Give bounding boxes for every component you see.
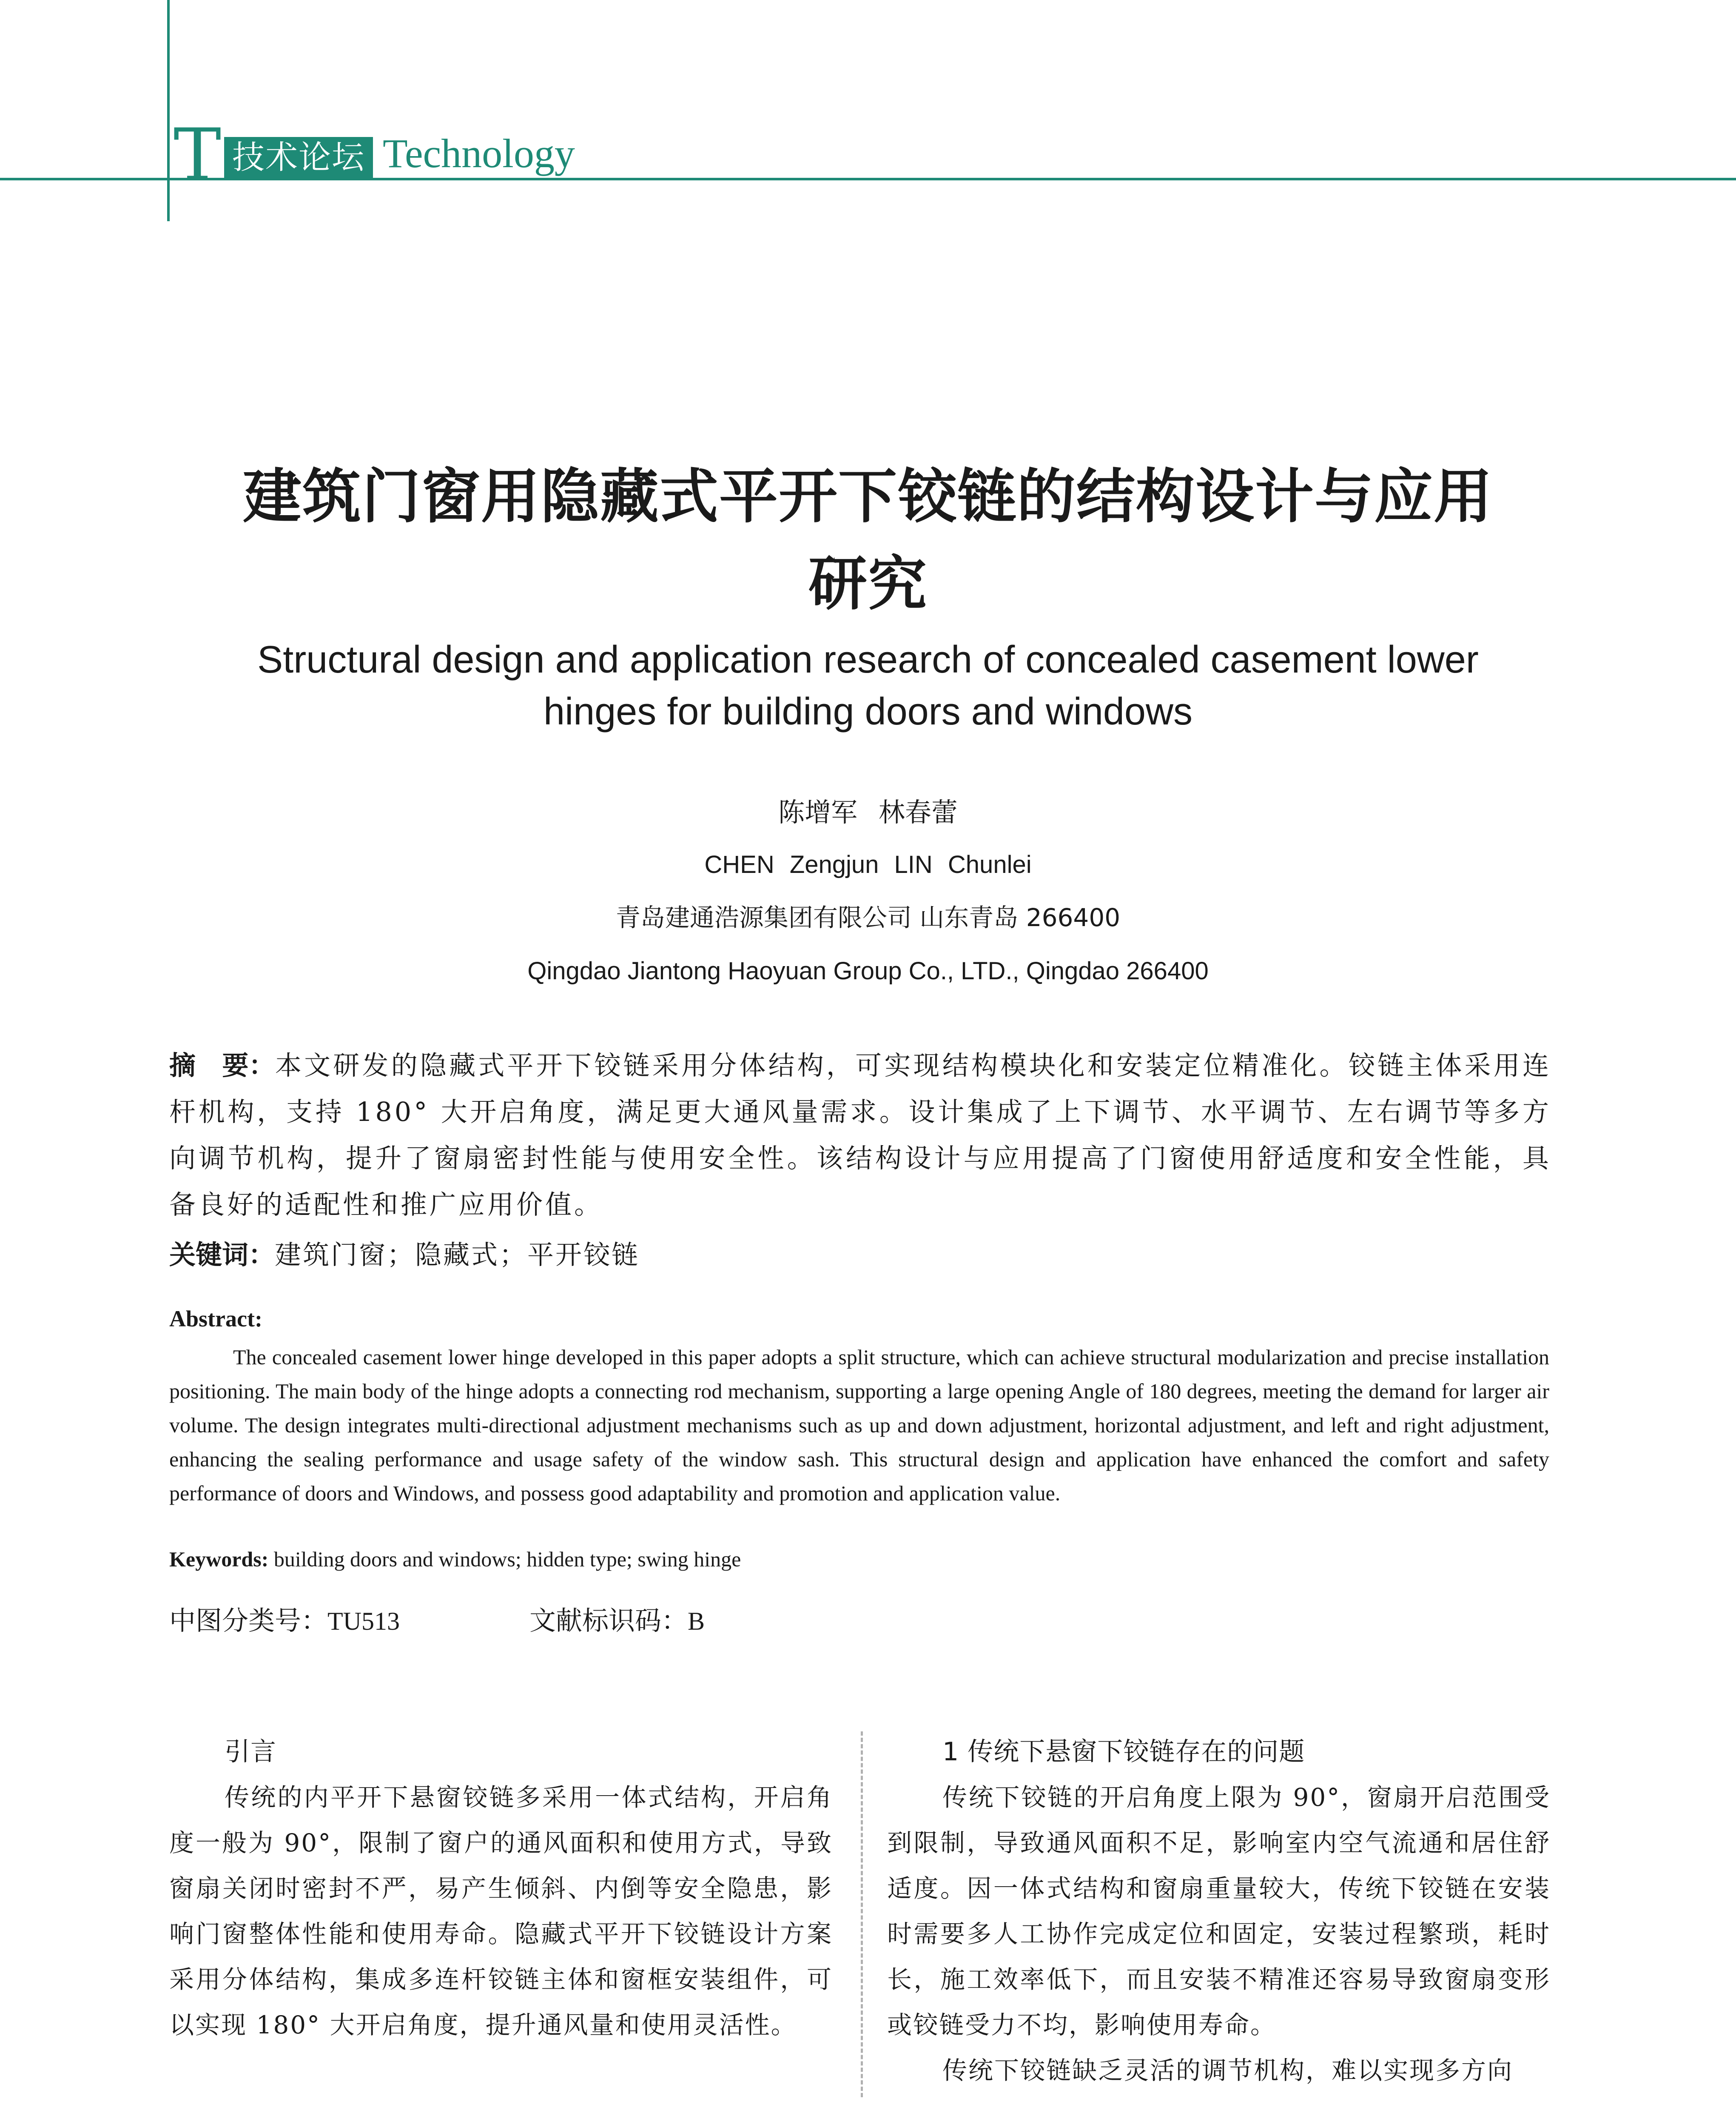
keywords-en-text: building doors and windows; hidden type; swing hinge <box>268 1547 741 1571</box>
body-paragraph: 传统下铰链缺乏灵活的调节机构，难以实现多方向 <box>942 2056 1514 2085</box>
title-en-line1: Structural design and application research of concealed casement lower <box>257 639 1479 681</box>
doc-code-value: B <box>688 1607 705 1635</box>
title-zh-line2: 研究 <box>808 550 928 618</box>
header-letter-logo: T <box>174 113 222 197</box>
abstract-en-text: The concealed casement lower hinge developed in this paper adopts a split structure, which can achieve structural modularization and precise installation positioning. The main body of the hinge adopts a connecting rod mechanism, supporting a large opening Angle of 180 degrees, meeting the demand for larger air volume. The design integrates multi-directional adjustment mechanisms such as up and down adjustment, horizontal adjustment, and left and right adjustment, enhancing the sealing performance and usage safety of the window sash. This structural design and application have enhanced the comfort and safety performance of doors and Windows, and possess good adaptability and promotion and application value. <box>169 1345 1549 1505</box>
body-column-right <box>887 1729 1551 2093</box>
clc-value: TU513 <box>327 1607 400 1635</box>
article-title-en <box>128 634 1608 738</box>
column-divider <box>861 1731 863 2097</box>
article-title-zh <box>128 453 1608 627</box>
affiliation-zh: 青岛建通浩源集团有限公司 山东青岛 266400 <box>615 903 1121 932</box>
abstract-zh <box>169 1042 1551 1228</box>
section-heading-1: 1 传统下悬窗下铰链存在的问题 <box>942 1737 1305 1767</box>
section-tag-zh: 技术论坛 <box>224 137 373 178</box>
doc-code-label: 文献标识码： <box>529 1605 688 1636</box>
clc-label: 中图分类号： <box>169 1605 328 1636</box>
body-paragraph: 传统的内平开下悬窗铰链多采用一体式结构，开启角度一般为 90°，限制了窗户的通风面积和使用方式，导致窗扇关闭时密封不严，易产生倾斜、内倒等安全隐患，影响门窗整体性能和使用寿命。隐藏式平开下铰链设计方案采用分体结构，集成多连杆铰链主体和窗框安装组件，可以实现 180° 大开启角度，提升通风量和使用灵活性。 <box>169 1783 833 2039</box>
document-code <box>529 1602 705 1640</box>
abstract-zh-label: 摘 要： <box>169 1050 275 1081</box>
body-paragraph: 传统下铰链的开启角度上限为 90°，窗扇开启范围受到限制，导致通风面积不足，影响室内空气流通和居住舒适度。因一体式结构和窗扇重量较大，传统下铰链在安装时需要多人工协作完成定位和固定，安装过程繁琐，耗时长，施工效率低下，而且安装不精准还容易导致窗扇变形或铰链受力不均，影响使用寿命。 <box>887 1783 1551 2039</box>
authors-en: CHEN Zengjun LIN Chunlei <box>704 851 1032 878</box>
section-tag-en: Technology <box>383 131 575 176</box>
section-heading-introduction: 引言 <box>225 1737 276 1767</box>
keywords-zh-text: 建筑门窗；隐藏式；平开铰链 <box>275 1239 640 1270</box>
clc-number <box>169 1602 400 1640</box>
title-zh-line1: 建筑门窗用隐藏式平开下铰链的结构设计与应用 <box>242 462 1493 531</box>
keywords-zh-label: 关键词： <box>169 1239 275 1270</box>
header-horizontal-rule <box>0 178 1736 180</box>
title-en-line2: hinges for building doors and windows <box>544 690 1192 733</box>
body-column-left <box>169 1729 833 2048</box>
header-vertical-rule <box>167 0 170 221</box>
keywords-en <box>169 1542 1549 1576</box>
abstract-en-label: Abstract: <box>169 1306 262 1332</box>
authors-zh: 陈增军 林春蕾 <box>778 797 958 828</box>
keywords-en-label: Keywords: <box>169 1547 269 1571</box>
abstract-zh-text: 本文研发的隐藏式平开下铰链采用分体结构，可实现结构模块化和安装定位精准化。铰链主体采用连杆机构，支持 180° 大开启角度，满足更大通风量需求。设计集成了上下调节、水平调节、左右调节等多方向调节机构，提升了窗扇密封性能与使用安全性。该结构设计与应用提高了门窗使用舒适度和安全性能，具备良好的适配性和推广应用价值。 <box>169 1050 1551 1220</box>
affiliation-en: Qingdao Jiantong Haoyuan Group Co., LTD., Qingdao 266400 <box>527 957 1209 985</box>
keywords-zh <box>169 1234 1551 1276</box>
